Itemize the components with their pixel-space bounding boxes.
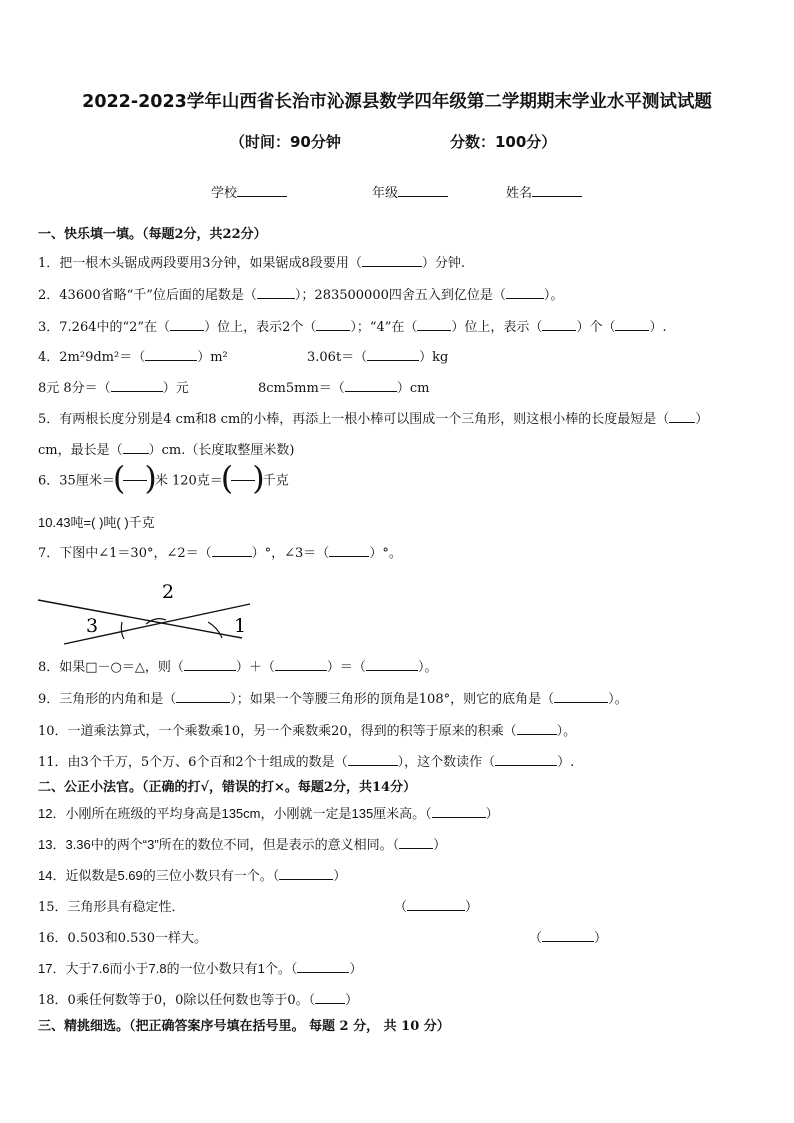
question-8: 8．如果□－○＝△，则（ ）＋（ ）＝（ ）。 — [38, 660, 438, 675]
answer-blank[interactable] — [517, 722, 557, 735]
question-16-answer: （ ） — [529, 931, 608, 946]
school-field — [211, 182, 287, 201]
answer-blank[interactable] — [315, 991, 345, 1004]
answer-blank[interactable] — [345, 379, 397, 392]
answer-blank[interactable] — [329, 544, 369, 557]
question-3: 3．7.264中的“2”在（ ）位上，表示2个（ ）；“4”在（ ）位上，表示（ ）个（ ）. — [38, 320, 667, 335]
question-18: 18．0乘任何数等于0，0除以任何数也等于0。（ ） — [38, 993, 359, 1008]
grade-blank[interactable] — [398, 184, 448, 197]
exam-time: （时间：90分钟 — [230, 133, 341, 151]
answer-blank[interactable] — [615, 318, 649, 331]
answer-blank[interactable] — [212, 544, 252, 557]
question-12: 12．小刚所在班级的平均身高是135cm，小刚就一定是135厘米高。（ ） — [38, 806, 499, 821]
grade-label: 年级 — [372, 186, 399, 201]
name-label: 姓名 — [506, 186, 533, 201]
angle-label-1: 1 — [234, 615, 247, 637]
answer-blank[interactable] — [367, 348, 419, 361]
question-6: 6．35厘米＝( ) 米 120克＝( ) 千克 — [38, 466, 289, 496]
question-15-answer: （ ） — [394, 900, 479, 915]
question-9: 9．三角形的内角和是（ ）；如果一个等腰三角形的顶角是108°，则它的底角是（ ）。 — [38, 692, 628, 707]
answer-blank[interactable] — [176, 690, 230, 703]
question-7: 7．下图中∠1＝30°，∠2＝（ ）°，∠3＝（ ）°。 — [38, 546, 402, 561]
answer-blank[interactable] — [123, 441, 149, 454]
question-14: 14．近似数是5.69的三位小数只有一个。（ ） — [38, 868, 347, 883]
answer-blank[interactable] — [279, 867, 333, 880]
question-6-row-2: 10.43吨=( )吨( )千克 — [38, 515, 155, 530]
answer-blank[interactable] — [297, 960, 349, 973]
question-1: 1．把一根木头锯成两段要用3分钟，如果锯成8段要用（ ）分钟. — [38, 256, 465, 271]
question-4-row-1: 4．2m²9dm²＝（ ）m² — [38, 350, 228, 365]
line-1 — [38, 600, 242, 638]
answer-blank[interactable] — [417, 318, 451, 331]
answer-blank[interactable] — [669, 410, 695, 423]
answer-blank[interactable] — [366, 658, 418, 671]
question-10: 10．一道乘法算式，一个乘数乘10，另一个乘数乘20，得到的积等于原来的积乘（ ）。 — [38, 724, 577, 739]
answer-blank[interactable] — [316, 318, 350, 331]
answer-blank[interactable] — [554, 690, 608, 703]
angle-1-arc — [208, 622, 222, 638]
question-17: 17．大于7.6而小于7.8的一位小数只有1个。（ ） — [38, 961, 363, 976]
answer-blank[interactable] — [495, 753, 557, 766]
question-16: 16．0.503和0.530一样大。 — [38, 931, 207, 946]
question-4-row-2: 8元 8分＝（ ）元 — [38, 381, 189, 396]
question-15: 15．三角形具有稳定性． — [38, 900, 185, 915]
answer-blank[interactable] — [111, 379, 163, 392]
angle-label-2: 2 — [162, 581, 175, 603]
school-blank[interactable] — [237, 184, 287, 197]
question-11: 11．由3个千万，5个万、6个百和2个十组成的数是（ ），这个数读作（ ）. — [38, 755, 575, 770]
answer-blank[interactable] — [506, 286, 544, 299]
answer-blank[interactable] — [348, 753, 398, 766]
answer-blank[interactable] — [542, 929, 594, 942]
angle-label-3: 3 — [86, 615, 99, 637]
grade-field — [372, 182, 448, 201]
section-1-heading: 一、快乐填一填。（每题2分，共22分） — [38, 227, 267, 242]
fraction-blank[interactable] — [223, 466, 263, 496]
answer-blank[interactable] — [257, 286, 295, 299]
question-13: 13．3.36中的两个“3”所在的数位不同，但是表示的意义相同。（ ） — [38, 837, 447, 852]
question-2: 2．43600省略“千”位后面的尾数是（ ）；283500000四舍五入到亿位是（ ）。 — [38, 288, 564, 303]
answer-blank[interactable] — [362, 254, 422, 267]
answer-blank[interactable] — [432, 805, 486, 818]
section-2-heading: 二、公正小法官。（正确的打√，错误的打×。每题2分，共14分） — [38, 780, 417, 795]
school-label: 学校 — [211, 186, 238, 201]
name-blank[interactable] — [532, 184, 582, 197]
question-5-row-1: 5．有两根长度分别是4 cm和8 cm的小棒，再添上一根小棒可以围成一个三角形，则这根小棒的长度最短是（ ） — [38, 412, 709, 427]
angle-figure — [36, 576, 256, 652]
page-title: 2022-2023学年山西省长治市沁源县数学四年级第二学期期末学业水平测试试题 — [82, 92, 712, 112]
answer-blank[interactable] — [184, 658, 236, 671]
answer-blank[interactable] — [145, 348, 197, 361]
question-4-row-2b: 8cm5mm＝（ ）cm — [258, 381, 430, 396]
question-4-row-1b: 3.06t＝（ ）kg — [307, 350, 449, 365]
exam-score: 分数：100分） — [450, 133, 557, 151]
answer-blank[interactable] — [170, 318, 204, 331]
fraction-blank[interactable] — [115, 466, 155, 496]
answer-blank[interactable] — [399, 836, 433, 849]
answer-blank[interactable] — [407, 898, 465, 911]
question-5-row-2: cm，最长是（ ）cm.（长度取整厘米数) — [38, 443, 295, 458]
name-field — [506, 182, 582, 201]
section-3-heading: 三、精挑细选。（把正确答案序号填在括号里。 每题 2 分， 共 10 分） — [38, 1019, 450, 1034]
answer-blank[interactable] — [542, 318, 576, 331]
answer-blank[interactable] — [275, 658, 327, 671]
